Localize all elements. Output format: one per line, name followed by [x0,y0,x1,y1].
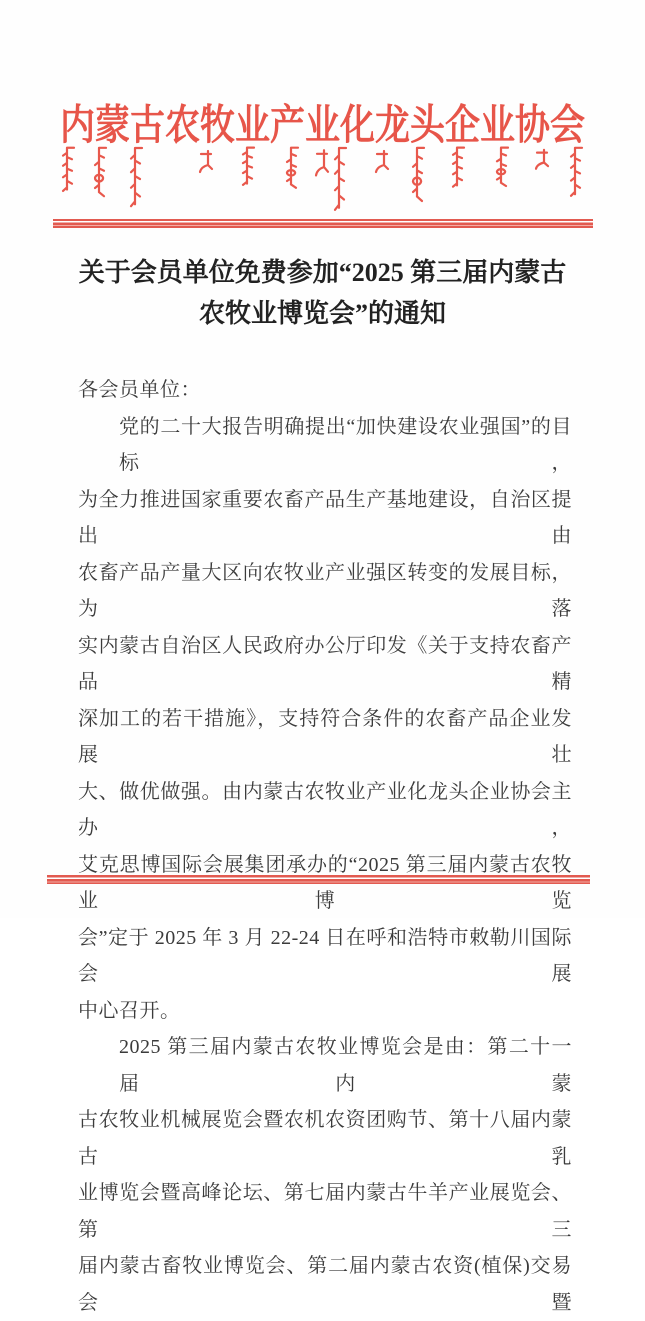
letterhead-title: 内蒙古农牧业产业化龙头企业协会 [59,102,585,149]
body-line: 届内蒙古畜牧业博览会、第二届内蒙古农资(植保)交易会暨 [78,1255,572,1314]
notice-title-line-2: 农牧业博览会”的通知 [198,299,446,328]
body-line: 农畜产品产量大区向农牧业产业强区转变的发展目标，为落 [78,561,572,620]
body-line: 2025 第三届内蒙古农牧业博览会是由：第二十一届内蒙 [119,1036,572,1095]
body-line: 古农牧业机械展览会暨农机农资团购节、第十八届内蒙古乳 [78,1109,572,1168]
body-line: 大、做优做强。由内蒙古农牧业产业化龙头企业协会主办， [78,780,572,839]
body-line: 深加工的若干措施》，支持符合条件的农畜产品企业发展壮 [78,707,572,766]
body-line: 业博览会暨高峰论坛、第七届内蒙古牛羊产业展览会、第三 [78,1182,572,1241]
letterhead-divider [53,219,593,228]
body-line: 艾克思博国际会展集团承办的“2025 第三届内蒙古农牧业博览 [78,853,572,912]
mongolian-script-decoration [0,146,645,210]
notice-title-line-1: 关于会员单位免费参加“2025 第三届内蒙古 [78,258,567,287]
body-line: 实内蒙古自治区人民政府办公厅印发《关于支持农畜产品精 [78,634,572,693]
body-line: 各会员单位： [78,379,201,401]
body-line: 党的二十大报告明确提出“加快建设农业强国”的目标， [119,415,572,474]
body-line: 会”定于 2025 年 3 月 22-24 日在呼和浩特市敕勒川国际会展 [78,926,572,985]
body-text [0,372,645,1321]
footer-divider [47,875,590,884]
body-line: 中心召开。 [78,999,181,1022]
notice-title [0,252,645,334]
body-line: 为全力推进国家重要农畜产品生产基地建设，自治区提出由 [78,488,572,547]
mongolian-script-icon [58,146,588,210]
